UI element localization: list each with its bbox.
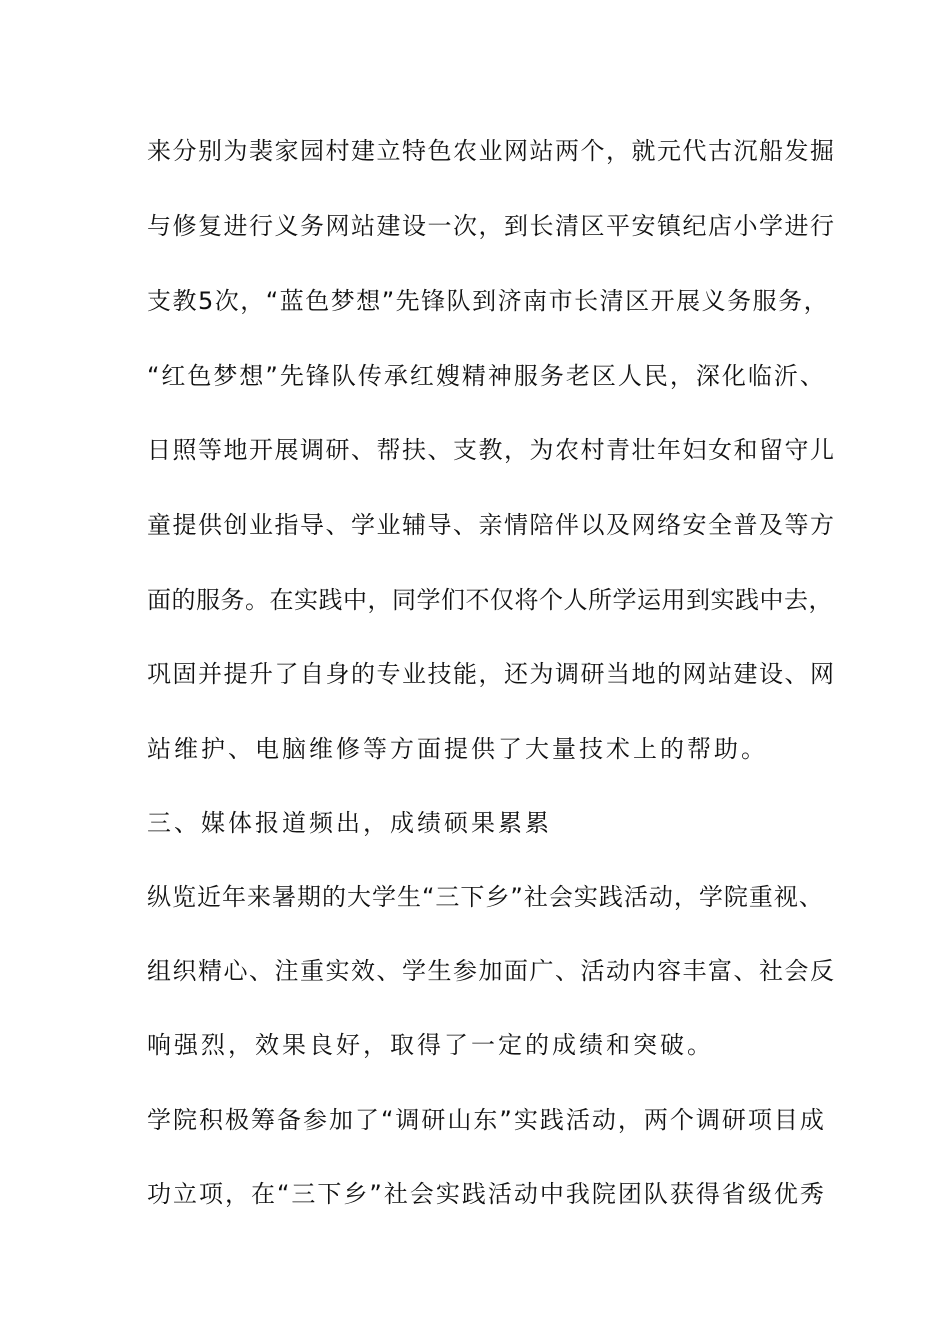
text-line: 学院积极筹备参加了“调研山东”实践活动，两个调研项目成 — [147, 1106, 826, 1134]
text-line: “红色梦想”先锋队传承红嫂精神服务老区人民，深化临沂、 — [147, 362, 826, 390]
text-line: 站维护、电脑维修等方面提供了大量技术上的帮助。 — [147, 735, 768, 763]
text-line: 纵览近年来暑期的大学生“三下乡”社会实践活动，学院重视、 — [147, 883, 824, 911]
text-line: 与修复进行义务网站建设一次，到长清区平安镇纪店小学进行 — [147, 212, 836, 240]
text-line: 童提供创业指导、学业辅导、亲情陪伴以及网络安全普及等方 — [147, 511, 836, 539]
text-line: 功立项，在“三下乡”社会实践活动中我院团队获得省级优秀 — [147, 1180, 826, 1208]
text-line: 来分别为裴家园村建立特色农业网站两个，就元代古沉船发掘 — [147, 137, 836, 165]
text-line: 支教5次，“蓝色梦想”先锋队到济南市长清区开展义务服务， — [147, 287, 830, 315]
text-line: 面的服务。在实践中，同学们不仅将个人所学运用到实践中去， — [147, 586, 833, 614]
section-heading: 三、媒体报道频出，成绩硕果累累 — [147, 809, 552, 837]
text-line: 巩固并提升了自身的专业技能，还为调研当地的网站建设、网 — [147, 660, 836, 688]
text-line: 响强烈，效果良好，取得了一定的成绩和突破。 — [147, 1031, 714, 1059]
text-line: 组织精心、注重实效、学生参加面广、活动内容丰富、社会反 — [147, 957, 836, 985]
text-line: 日照等地开展调研、帮扶、支教，为农村青壮年妇女和留守儿 — [147, 436, 836, 464]
